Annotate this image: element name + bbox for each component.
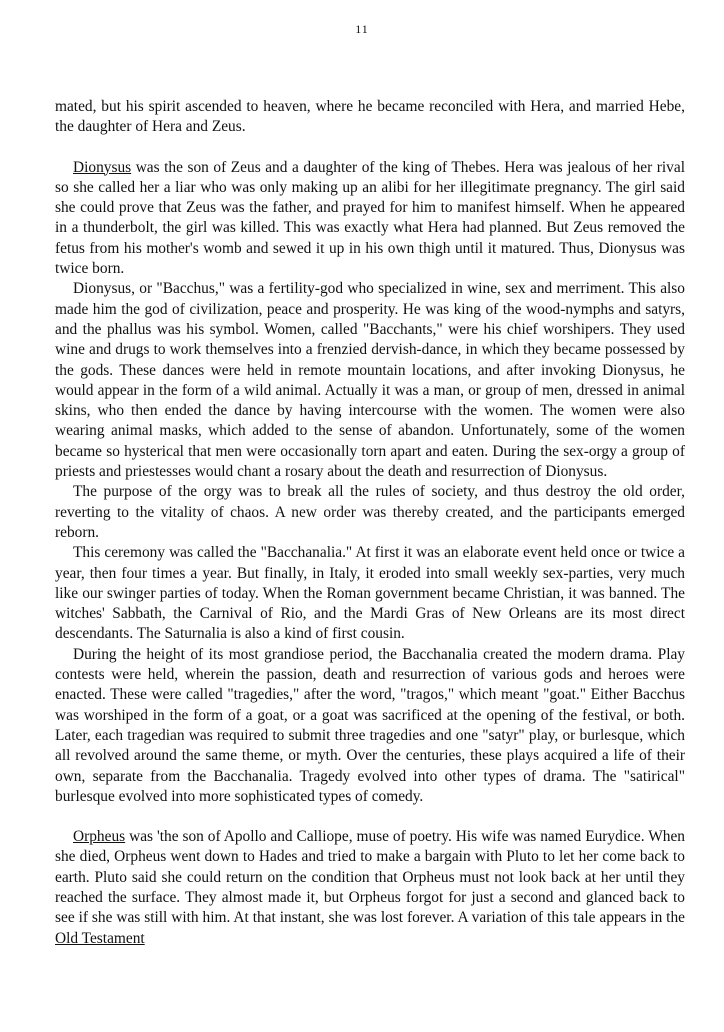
section-gap <box>55 807 685 827</box>
dionysus-text-1: was the son of Zeus and a daughter of the king of Thebes. Hera was jealous of her rival so she called her a liar who was only making up an alibi for her illegitimate pregnancy. The girl said she could prove that Zeus was the father, and prayed for him to manifest himself. When he appeared in a thunderbolt, the girl was killed. This was exactly what Hera had planned. But Zeus removed the fetus from his mother's womb and sewed it up in his own thigh until it matured. Thus, Dionysus was twice born. <box>55 158 685 278</box>
intro-paragraph: mated, but his spirit ascended to heaven, where he became reconciled with Hera, and married Hebe, the daughter of Hera and Zeus. <box>55 98 685 136</box>
dionysus-paragraph-5: During the height of its most grandiose period, the Bacchanalia created the modern drama. Play contests were held, wherein the passion, death and resurrection of various gods and heroes were enacted. These were called "tragedies," after the word, "tragos," which meant "goat." Either Bacchus was worshiped in the form of a goat, or a goat was sacrificed at the opening of the festival, or both. Later, each tragedian was required to submit three tragedies and one "satyr" play, or burlesque, which all revolved around the same theme, or myth. Over the centuries, these plays acquired a life of their own, separate from the Bacchanalia. Tragedy evolved into other types of drama. The "satirical" burlesque evolved into more sophisticated types of comedy. <box>55 645 685 805</box>
dionysus-paragraph-2: Dionysus, or "Bacchus," was a fertility-god who specialized in wine, sex and merriment. This also made him the god of civilization, peace and prosperity. He was king of the wood-nymphs and satyrs, and the phallus was his symbol. Women, called "Bacchants," were his chief worshipers. They used wine and drugs to work themselves into a frenzied dervish-dance, in which they became possessed by the gods. These dances were held in remote mountain locations, and after invoking Dionysus, he would appear in the form of a wild animal. Actually it was a man, or group of men, dressed in animal skins, who then ended the dance by having intercourse with the women. The women were also wearing animal masks, which added to the sense of abandon. Unfortunately, some of the women became so hysterical that men were occasionally torn apart and eaten. During the sex-orgy a group of priests and priestesses would chant a rosary about the death and resurrection of Dionysus. <box>55 280 685 481</box>
dionysus-paragraph-1 <box>55 158 685 280</box>
dionysus-paragraph-4: This ceremony was called the "Bacchanalia." At first it was an elaborate event held once or twice a year, then four times a year. But finally, in Italy, it eroded into small weekly sex-parties, very much like our swinger parties of today. When the Roman government became Christian, it was banned. The witches' Sabbath, the Carnival of Rio, and the Mardi Gras of New Orleans are its most direct descendants. The Saturnalia is also a kind of first cousin. <box>55 544 685 643</box>
orpheus-text: was 'the son of Apollo and Calliope, muse of poetry. His wife was named Eurydice. When she died, Orpheus went down to Hades and tried to make a bargain with Pluto to let her come back to earth. Pluto said she could return on the condition that Orpheus must not look back at her until they reached the surface. They almost made it, but Orpheus forgot for just a second and glanced back to see if she was still with him. At that instant, she was lost forever. A variation of this tale appears in the <box>55 828 685 927</box>
old-testament-reference: Old Testament <box>55 929 145 947</box>
orpheus-heading: Orpheus <box>73 828 126 846</box>
dionysus-paragraph-3: The purpose of the orgy was to break all the rules of society, and thus destroy the old order, reverting to the vitality of chaos. A new order was thereby created, and the participants emerged reborn. <box>55 483 685 541</box>
orpheus-paragraph <box>55 827 685 949</box>
dionysus-heading: Dionysus <box>73 158 132 176</box>
page-number: 11 <box>355 22 369 36</box>
body-text <box>55 97 685 949</box>
section-gap <box>55 138 685 158</box>
